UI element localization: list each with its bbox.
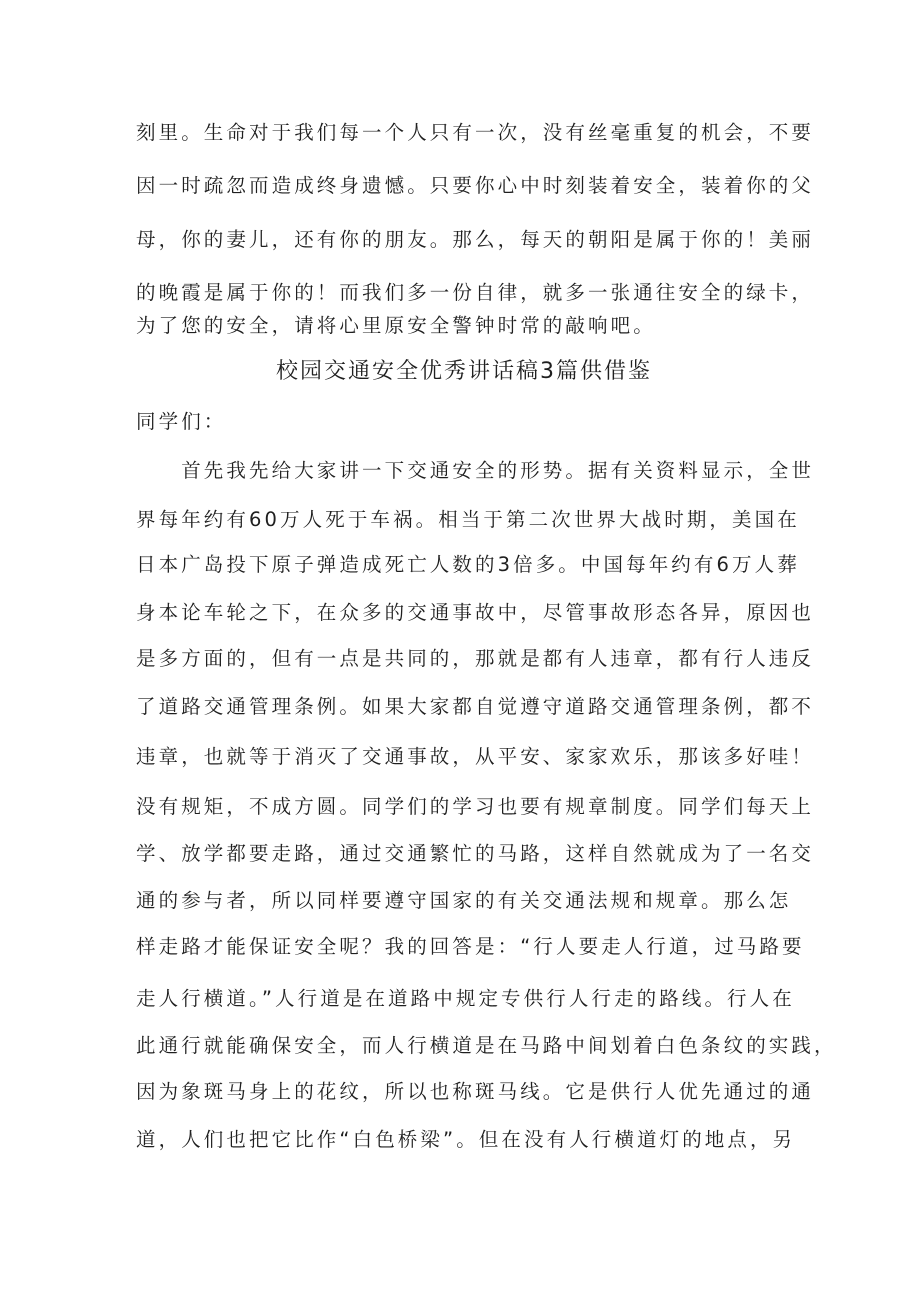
text-line: 母，你的妻儿，还有你的朋友。那么，每天的朝阳是属于你的！美丽 (136, 228, 815, 251)
text-line: 界每年约有60万人死于车祸。相当于第二次世界大战时期，美国在 (136, 508, 800, 531)
text-line: 因一时疏忽而造成终身遗憾。只要你心中时刻装着安全，装着你的父 (136, 174, 815, 197)
section-title: 校园交通安全优秀讲话稿3篇供借鉴 (276, 359, 652, 384)
text-line: 的晚霞是属于你的！而我们多一份自律，就多一张通往安全的绿卡， (136, 281, 815, 304)
text-line: 首先我先给大家讲一下交通安全的形势。据有关资料显示，全世 (136, 459, 815, 482)
text-line: 违章，也就等于消灭了交通事故，从平安、家家欢乐，那该多好哇！ (136, 745, 815, 768)
text-line: 为了您的安全，请将心里原安全警钟时常的敲响吧。 (136, 314, 656, 337)
text-line: 学、放学都要走路，通过交通繁忙的马路，这样自然就成为了一名交 (136, 842, 815, 865)
text-line: 身本论车轮之下，在众多的交通事故中，尽管事故形态各异，原因也 (136, 601, 815, 624)
salutation: 同学们： (136, 410, 227, 433)
text-line: 道，人们也把它比作“白色桥梁”。但在没有人行横道灯的地点，另 (136, 1128, 796, 1151)
text-line: 刻里。生命对于我们每一个人只有一次，没有丝毫重复的机会，不要 (136, 121, 815, 144)
text-line: 日本广岛投下原子弹造成死亡人数的3倍多。中国每年约有6万人葬 (136, 553, 800, 576)
text-line: 走人行横道。”人行道是在道路中规定专供行人行走的路线。行人在 (136, 987, 795, 1010)
text-line: 了道路交通管理条例。如果大家都自觉遵守道路交通管理条例，都不 (136, 695, 815, 718)
text-line: 此通行就能确保安全，而人行横道是在马路中间划着白色条纹的实践， (136, 1034, 837, 1057)
text-line: 是多方面的，但有一点是共同的，那就是都有人违章，都有行人违反 (136, 647, 815, 670)
text-line: 通的参与者，所以同样要遵守国家的有关交通法规和规章。那么怎 (136, 889, 792, 912)
text-line: 没有规矩，不成方圆。同学们的学习也要有规章制度。同学们每天上 (136, 795, 815, 818)
text-line: 因为象斑马身上的花纹，所以也称斑马线。它是供行人优先通过的通 (136, 1080, 815, 1103)
text-line: 样走路才能保证安全呢？我的回答是：“行人要走人行道，过马路要 (136, 935, 805, 958)
